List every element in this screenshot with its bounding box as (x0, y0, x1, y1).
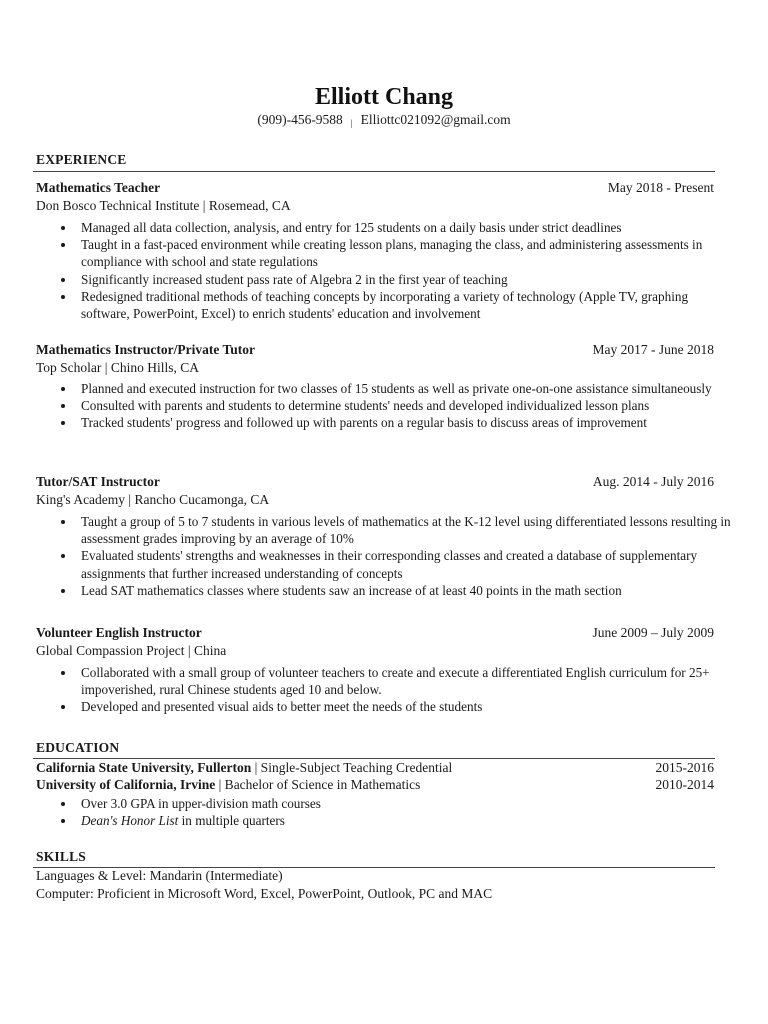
phone-number: (909)-456-9588 (257, 112, 343, 127)
email-address: Elliottc021092@gmail.com (360, 112, 511, 127)
school-name: California State University, Fullerton (36, 760, 252, 775)
education-bullet-text: Over 3.0 GPA in upper-division math courses (81, 796, 321, 811)
job-title: Volunteer English Instructor (36, 625, 202, 640)
job-bullet: Significantly increased student pass rate of Algebra 2 in the first year of teaching (60, 271, 732, 288)
degree-detail: | Bachelor of Science in Mathematics (215, 777, 421, 792)
job-bullet: Lead SAT mathematics classes where students saw an increase of at least 40 points in the math section (60, 582, 732, 599)
education-heading: EDUCATION (36, 740, 120, 755)
job-bullet-list (60, 380, 732, 432)
job-bullet: Developed and presented visual aids to better meet the needs of the students (60, 698, 732, 715)
job-title: Mathematics Teacher (36, 180, 161, 195)
honor-list-label: Dean's Honor List (81, 813, 179, 829)
job-dates: May 2017 - June 2018 (592, 342, 714, 357)
job-bullet: Planned and executed instruction for two classes of 15 students as well as private one-on-one assistance simultaneously (60, 380, 732, 397)
experience-divider (33, 171, 715, 172)
education-bullet (60, 795, 732, 812)
education-years: 2010-2014 (655, 777, 714, 792)
job-bullet: Managed all data collection, analysis, and entry for 125 students on a daily basis under strict deadlines (60, 219, 732, 236)
job-bullet: Consulted with parents and students to determine students' needs and developed individualized lesson plans (60, 397, 732, 414)
job-bullet: Collaborated with a small group of volunteer teachers to create and execute a differentiated English curriculum for 25+ impoverished, rural Chinese students aged 10 and below. (60, 664, 732, 698)
job-organization: King's Academy | Rancho Cucamonga, CA (36, 492, 270, 507)
education-bullet-list (60, 795, 732, 829)
contact-separator: | (350, 118, 353, 128)
job-bullet-list (60, 219, 732, 322)
degree-detail: | Single-Subject Teaching Credential (251, 760, 453, 775)
education-entry (36, 760, 452, 776)
education-years: 2015-2016 (655, 760, 714, 775)
skill-line: Computer: Proficient in Microsoft Word, Excel, PowerPoint, Outlook, PC and MAC (36, 886, 493, 901)
skill-line: Languages & Level: Mandarin (Intermediate) (36, 868, 283, 883)
experience-heading: EXPERIENCE (36, 152, 127, 167)
education-bullet-text: in multiple quarters (178, 813, 285, 829)
job-dates: May 2018 - Present (607, 180, 714, 195)
job-bullet: Tracked students' progress and followed up with parents on a regular basis to discuss areas of improvement (60, 414, 732, 431)
job-dates: June 2009 – July 2009 (592, 625, 714, 640)
job-dates: Aug. 2014 - July 2016 (592, 474, 714, 489)
skills-heading: SKILLS (36, 849, 86, 864)
job-bullet: Evaluated students' strengths and weaknesses in their corresponding classes and created a database of supplementary assignments that further increased understanding of concepts (60, 547, 732, 581)
school-name: University of California, Irvine (36, 777, 216, 792)
education-divider (33, 758, 715, 759)
job-title: Tutor/SAT Instructor (36, 474, 160, 489)
job-bullet: Redesigned traditional methods of teaching concepts by incorporating a variety of technology (Apple TV, graphing software, PowerPoint, Excel) to enrich students' education and involvement (60, 288, 732, 322)
job-bullet-list (60, 664, 732, 716)
job-organization: Global Compassion Project | China (36, 643, 227, 658)
job-bullet: Taught in a fast-paced environment while creating lesson plans, managing the class, and administering assessments in compliance with school and state regulations (60, 236, 732, 270)
education-entry (36, 777, 420, 793)
job-bullet-list (60, 513, 732, 599)
job-organization: Don Bosco Technical Institute | Rosemead, CA (36, 198, 291, 213)
contact-line (0, 112, 768, 128)
job-bullet: Taught a group of 5 to 7 students in various levels of mathematics at the K-12 level using differentiated lessons resulting in assessment grades improving by an average of 10% (60, 513, 732, 547)
education-bullet (60, 812, 732, 829)
job-title: Mathematics Instructor/Private Tutor (36, 342, 255, 357)
job-organization: Top Scholar | Chino Hills, CA (36, 360, 200, 375)
candidate-name: Elliott Chang (314, 84, 454, 110)
